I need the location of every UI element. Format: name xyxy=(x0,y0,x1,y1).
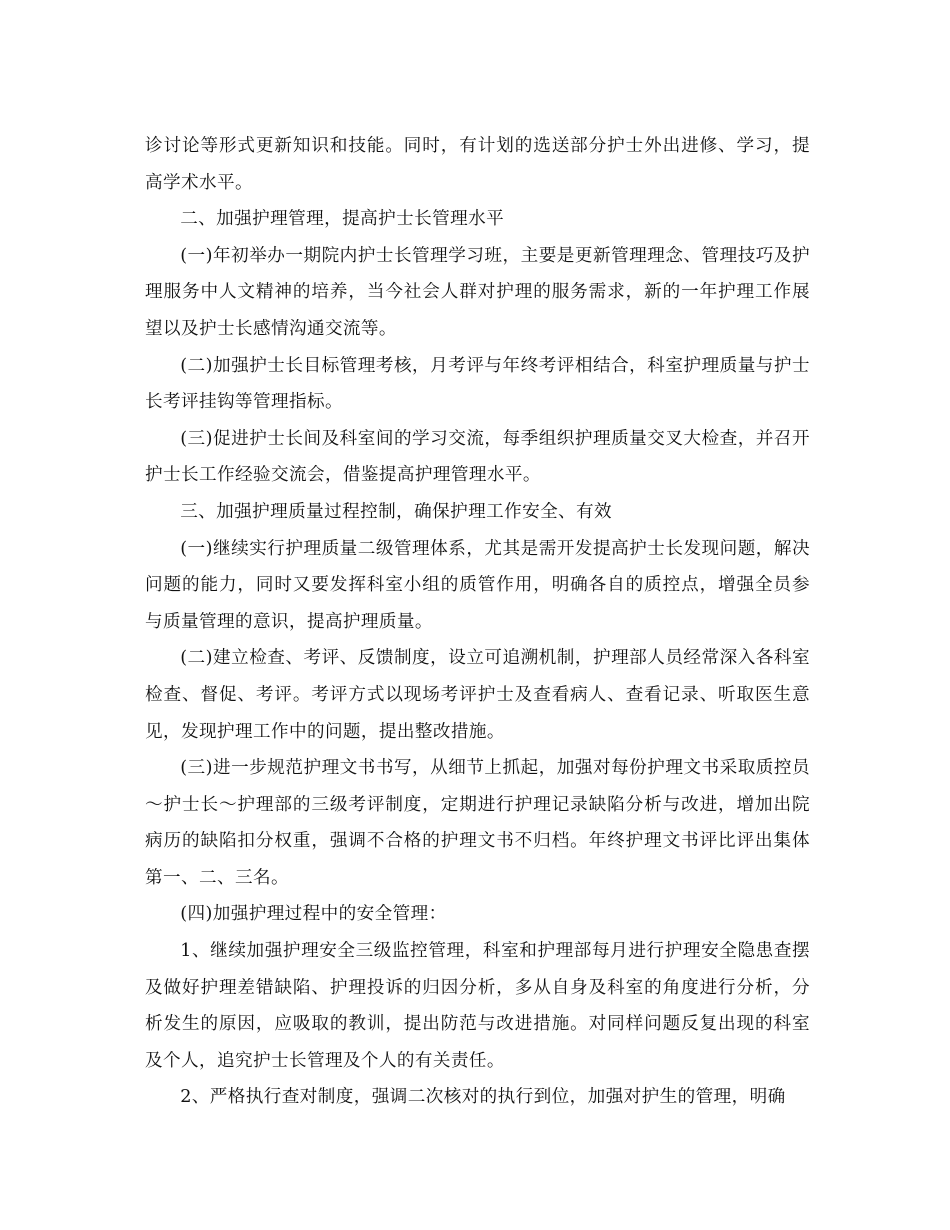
paragraph-2-2: (二)加强护士长目标管理考核，月考评与年终考评相结合，科室护理质量与护士长考评挂钩等管理指标。 xyxy=(145,355,810,413)
document-body xyxy=(145,128,810,1116)
subheading-3-4: (四)加强护理过程中的安全管理： xyxy=(180,904,447,925)
paragraph-3-1: (一)继续实行护理质量二级管理体系，尤其是需开发提高护士长发现问题，解决问题的能力，同时又要发挥科室小组的质管作用，明确各自的质控点，增强全员参与质量管理的意识，提高护理质量。 xyxy=(145,538,810,632)
paragraph-continuation: 诊讨论等形式更新知识和技能。同时，有计划的选送部分护士外出进修、学习，提高学术水平。 xyxy=(145,136,810,193)
paragraph-3-2: (二)建立检查、考评、反馈制度，设立可追溯机制，护理部人员经常深入各科室检查、督促、考评。考评方式以现场考评护士及查看病人、查看记录、听取医生意见，发现护理工作中的问题，提出整改措施。 xyxy=(145,648,810,742)
paragraph-3-4-1: 1、继续加强护理安全三级监控管理，科室和护理部每月进行护理安全隐患查摆及做好护理差错缺陷、护理投诉的归因分析，多从自身及科室的角度进行分析，分析发生的原因，应吸取的教训，提出防范与改进措施。对同样问题反复出现的科室及个人，追究护士长管理及个人的有关责任。 xyxy=(145,941,810,1071)
paragraph-2-3: (三)促进护士长间及科室间的学习交流，每季组织护理质量交叉大检查，并召开护士长工作经验交流会，借鉴提高护理管理水平。 xyxy=(145,428,810,486)
paragraph-2-1: (一)年初举办一期院内护士长管理学习班，主要是更新管理理念、管理技巧及护理服务中人文精神的培养，当今社会人群对护理的服务需求，新的一年护理工作展望以及护士长感情沟通交流等。 xyxy=(145,245,810,339)
heading-section-two: 二、加强护理管理，提高护士长管理水平 xyxy=(180,209,505,230)
paragraph-3-3: (三)进一步规范护理文书书写，从细节上抓起，加强对每份护理文书采取质控员～护士长～护理部的三级考评制度，定期进行护理记录缺陷分析与改进，增加出院病历的缺陷扣分权重，强调不合格的护理文书不归档。年终护理文书评比评出集体第一、二、三名。 xyxy=(145,758,810,888)
heading-section-three: 三、加强护理质量过程控制，确保护理工作安全、有效 xyxy=(180,501,613,522)
paragraph-3-4-2: 2、严格执行查对制度，强调二次核对的执行到位，加强对护生的管理，明确 xyxy=(180,1087,786,1108)
